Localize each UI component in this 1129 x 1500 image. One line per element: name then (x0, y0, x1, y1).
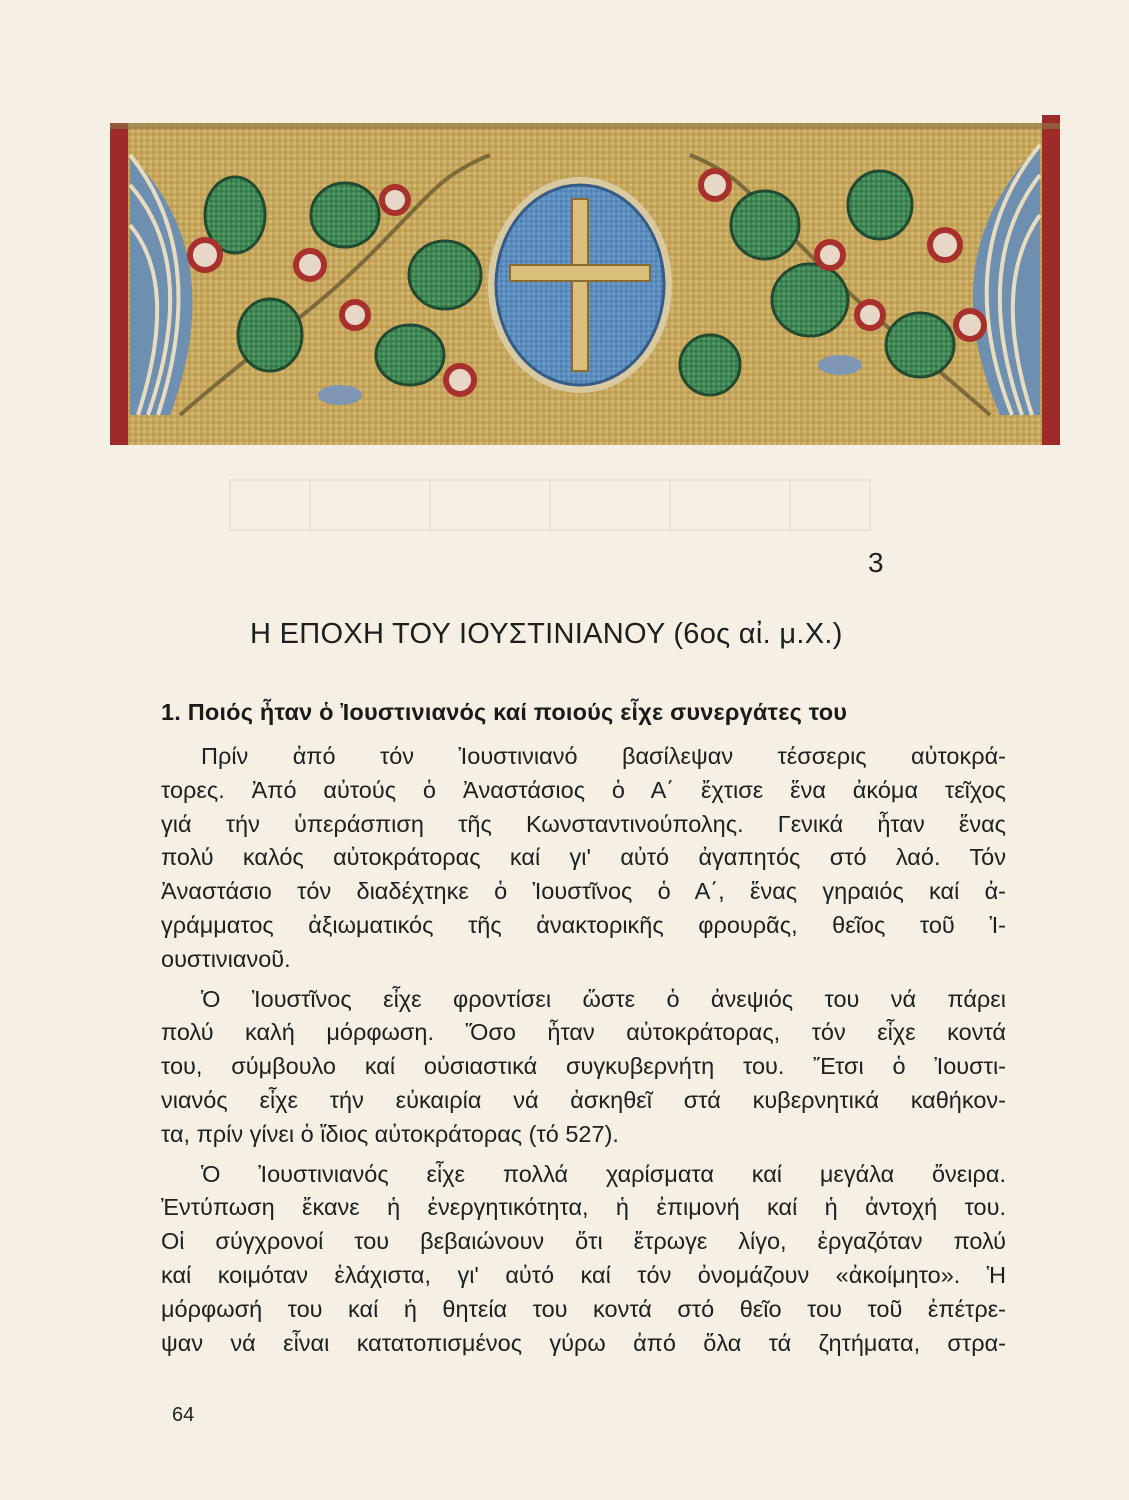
mosaic-right-border (1042, 115, 1060, 445)
cross-icon (572, 199, 588, 371)
text-line: γιά τήν ὑπεράσπιση τῆς Κωνσταντινούπολης. Γενικά ἦταν ἕνας (161, 810, 1006, 837)
text-line: τα, πρίν γίνει ὁ ἴδιος αὐτοκράτορας (τό 527). (161, 1120, 619, 1147)
page-number: 64 (172, 1404, 195, 1426)
paragraph (161, 983, 1006, 1152)
mosaic-left-border (110, 123, 128, 445)
text-line: του, σύμβουλο καί οὐσιαστικά συγκυβερνήτη του. Ἔτσι ὁ Ἰουστι- (161, 1053, 1006, 1080)
text-line: πολύ καλός αὐτοκράτορας καί γι' αὐτό ἀγαπητός στό λαό. Τόν (161, 844, 1006, 871)
text-line: ουστινιανοῦ. (161, 945, 291, 972)
text-line: ψαν νά εἶναι κατατοπισμένος γύρω ἀπό ὅλα τά ζητήματα, στρα- (161, 1329, 1006, 1356)
text-line: νιανός εἶχε τήν εὐκαιρία νά ἀσκηθεῖ στά κυβερνητικά καθήκον- (161, 1086, 1006, 1113)
paragraph (161, 1158, 1006, 1361)
text-line: Ἀναστάσιο τόν διαδέχτηκε ὁ Ἰουστῖνος ὁ Α΄, ἕνας γηραιός καί ἀ- (161, 878, 1006, 905)
cross-medallion (488, 177, 672, 393)
text-line: Πρίν ἀπό τόν Ἰουστινιανό βασίλεψαν τέσσερις αὐτοκρά- (201, 743, 1006, 769)
text-line: Ἐντύπωση ἔκανε ἡ ἐνεργητικότητα, ἡ ἐπιμονή καί ἡ ἀντοχή του. (161, 1194, 1006, 1221)
text-line: Ὁ Ἰουστῖνος εἶχε φροντίσει ὥστε ὁ ἀνεψιός του νά πάρει (201, 985, 1006, 1012)
chapter-number: 3 (868, 547, 884, 578)
left-bird (318, 385, 362, 405)
text-line: τορες. Ἀπό αὐτούς ὁ Ἀναστάσιος ὁ Α΄ ἔχτισε ἕνα ἀκόμα τεῖχος (161, 776, 1006, 803)
text-line: μόρφωσή του καί ἡ θητεία του κοντά στό θεῖο του τοῦ ἐπέτρε- (161, 1295, 1006, 1322)
section-heading: 1. Ποιός ἦταν ὁ Ἰουστινιανός καί ποιούς εἶχε συνεργάτες του (161, 699, 848, 725)
text-line: Οἱ σύγχρονοί του βεβαιώνουν ὅτι ἔτρωγε λίγο, ἐργαζόταν πολύ (161, 1228, 1006, 1255)
right-bird (818, 355, 862, 375)
body-text (161, 740, 1006, 1360)
text-line: καί κοιμόταν ἐλάχιστα, γι' αὐτό καί τόν ὀνομάζουν «ἀκοίμητο». Ἡ (161, 1261, 1006, 1288)
text-line: Ὁ Ἰουστινιανός εἶχε πολλά χαρίσματα καί μεγάλα ὄνειρα. (201, 1160, 1006, 1187)
chapter-title: Η ΕΠΟΧΗ ΤΟΥ ΙΟΥΣΤΙΝΙΑΝΟΥ (6ος αἰ. μ.Χ.) (250, 618, 843, 650)
mosaic-illustration (110, 115, 1060, 450)
text-line: πολύ καλή μόρφωση. Ὅσο ἦταν αὐτοκράτορας, τόν εἶχε κοντά (161, 1019, 1006, 1046)
paragraph (161, 740, 1006, 977)
text-line: γράμματος ἀξιωματικός τῆς ἀνακτορικῆς φρουρᾶς, θεῖος τοῦ Ἰ- (161, 911, 1006, 938)
